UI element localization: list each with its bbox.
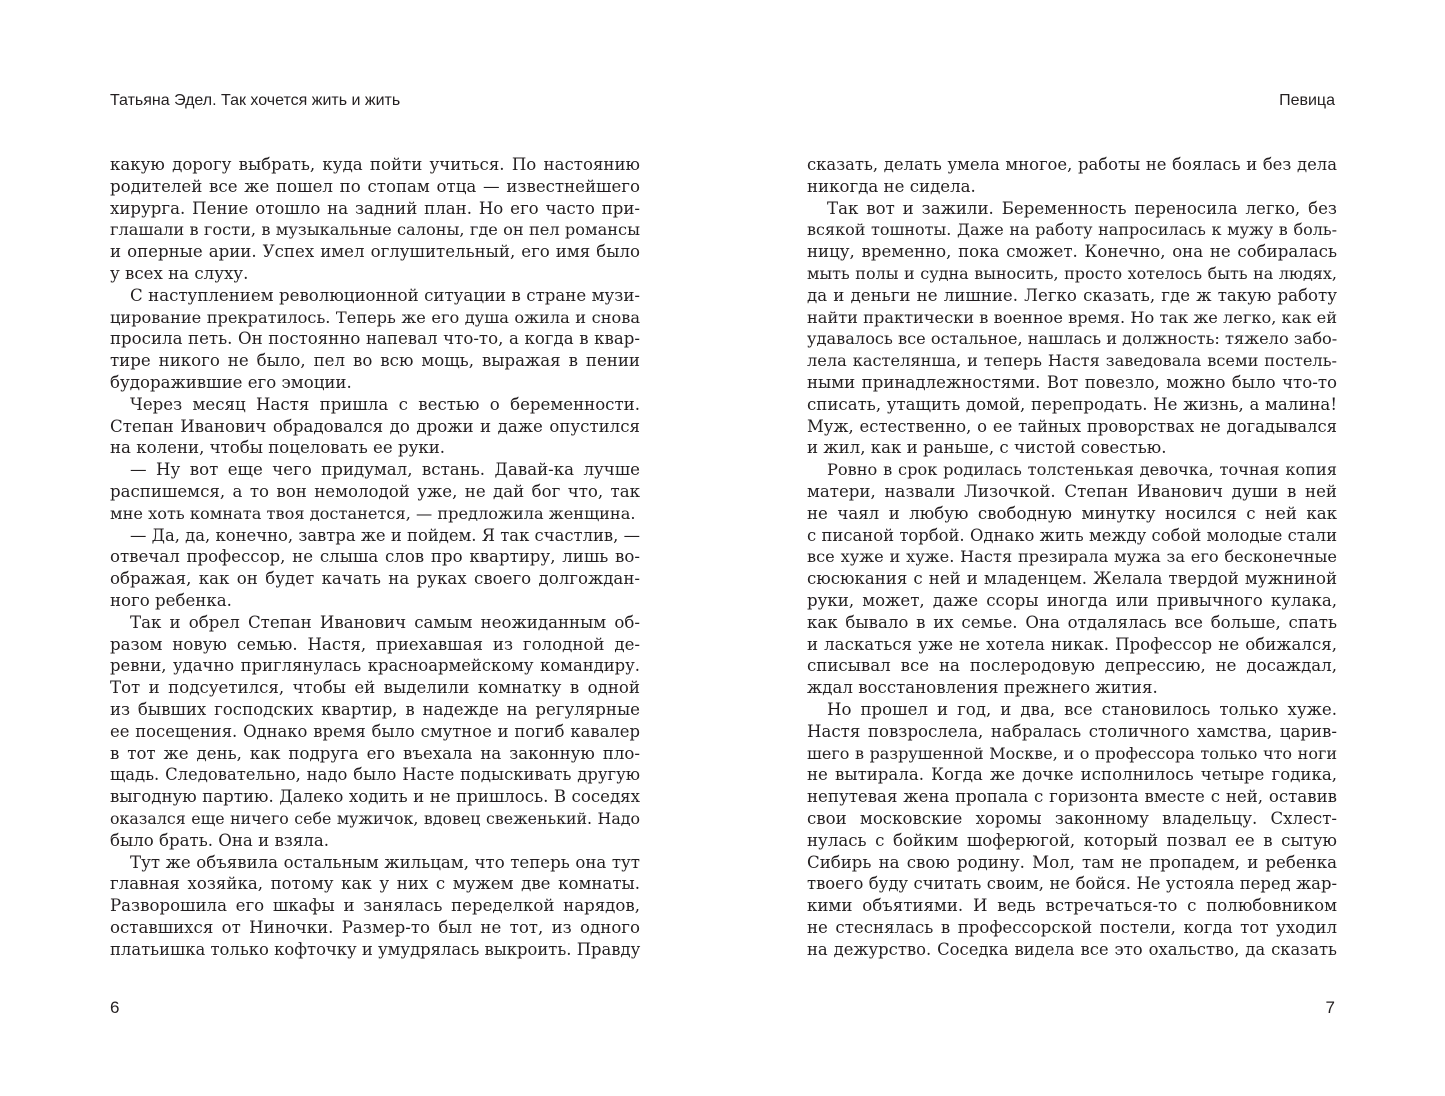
text-line: Разворошила его шкафы и занялась переделкой нарядов, <box>110 896 640 916</box>
text-line: главная хозяйка, потому как у них с мужем две комнаты. <box>110 874 640 894</box>
right-page <box>722 0 1445 1096</box>
text-line: ревни, удачно приглянулась красноармейскому командиру. <box>110 656 640 676</box>
text-line: Так вот и зажили. Беременность переносила легко, без <box>827 198 1337 218</box>
text-line: Тот и подсуетился, чтобы ей выделили комнатку в одной <box>110 678 640 698</box>
text-line: мне хоть комната твоя достанется, — предложила женщина. <box>110 503 636 523</box>
left-page-number: 6 <box>110 998 120 1017</box>
text-line: Но прошел и год, и два, все становилось только хуже. <box>827 699 1337 719</box>
text-line: у всех на слуху. <box>110 263 249 283</box>
text-line: будоражившие его эмоции. <box>110 372 352 392</box>
text-line: никогда не сидела. <box>807 176 976 196</box>
text-line: разом новую семью. Настя, приехавшая из голодной де- <box>110 634 640 654</box>
text-line: хирурга. Пение отошло на задний план. Но его часто при- <box>110 198 640 218</box>
text-line: тире никого не было, пел во всю мощь, выражая в пении <box>110 351 640 371</box>
text-line: цирование прекратилось. Теперь же его душа ожила и снова <box>110 307 640 327</box>
text-line: распишемся, а то вон немолодой уже, не дай бог что, так <box>110 481 640 501</box>
text-line: все хуже и хуже. Настя презирала мужа за его бесконечные <box>807 547 1337 567</box>
text-line: всякой тошноты. Даже на работу напросилась к мужу в боль- <box>807 220 1337 240</box>
text-line: выгодную партию. Далеко ходить и не пришлось. В соседях <box>110 787 640 807</box>
text-line: Муж, естественно, о ее тайных проворствах не догадывался <box>807 416 1337 436</box>
text-line: на дежурство. Соседка видела все это охальство, да сказать <box>807 939 1337 959</box>
text-line: оказался еще ничего себе мужичок, вдовец свеженький. Надо <box>110 808 640 828</box>
text-line: не стеснялась в профессорской постели, когда тот уходил <box>807 917 1337 937</box>
text-line: — Ну вот еще чего придумал, встань. Давай-ка лучше <box>130 460 640 480</box>
text-line: Степан Иванович обрадовался до дрожи и даже опустился <box>110 416 640 436</box>
text-line: отвечал профессор, не слыша слов про квартиру, лишь во- <box>110 547 640 567</box>
text-line: — Да, да, конечно, завтра же и пойдем. Я так счастлив, — <box>130 525 640 545</box>
text-line: оставшихся от Ниночки. Размер-то был не тот, из одного <box>110 917 640 937</box>
text-line: на колени, чтобы поцеловать ее руки. <box>110 438 446 458</box>
right-running-head: Певица <box>1279 92 1335 109</box>
text-line: Так и обрел Степан Иванович самым неожиданным об- <box>130 612 640 632</box>
text-line: и ласкаться уже не хотела никак. Профессор не обижался, <box>807 634 1337 654</box>
text-line: ждал восстановления прежнего жития. <box>807 678 1158 698</box>
text-line: ницу, временно, пока сможет. Конечно, она не собиралась <box>807 242 1337 262</box>
text-line: в тот же день, как подруга его въехала на законную пло- <box>110 743 640 763</box>
text-line: руки, может, даже ссоры иногда или привычного кулака, <box>807 590 1337 610</box>
text-line: ее посещения. Однако время было смутное и погиб кавалер <box>110 721 640 741</box>
text-line: платьишка только кофточку и умудрялась выкроить. Правду <box>110 939 641 959</box>
text-line: лела кастелянша, и теперь Настя заведовала всеми постель- <box>807 351 1337 371</box>
text-line: какую дорогу выбрать, куда пойти учиться. По настоянию <box>110 155 640 174</box>
text-line: Сибирь на свою родину. Мол, там не пропадем, и ребенка <box>807 852 1337 872</box>
text-line: как бывало в их семье. Она отдалялась все больше, спать <box>807 612 1337 632</box>
text-line: да и деньги не лишние. Легко сказать, где ж такую работу <box>807 285 1337 305</box>
text-line: Через месяц Настя пришла с вестью о беременности. <box>130 394 640 414</box>
text-line: С наступлением революционной ситуации в стране музи- <box>130 285 640 305</box>
text-line: Тут же объявила остальным жильцам, что теперь она тут <box>130 852 640 872</box>
left-running-head: Татьяна Эдел. Так хочется жить и жить <box>110 92 401 109</box>
text-line: щадь. Следовательно, надо было Насте подыскивать другую <box>110 765 640 785</box>
right-body-text <box>807 154 1337 960</box>
text-line: удавалось все остальное, нашлась и должность: тяжело забо- <box>807 329 1338 349</box>
text-line: не чаял и любую свободную минутку носился с ней как <box>807 503 1337 523</box>
left-body-text <box>110 154 640 960</box>
text-line: нулась с бойким шоферюгой, который позвал ее в сытую <box>807 830 1337 850</box>
text-line: просила петь. Он постоянно напевал что-то, а когда в квар- <box>110 329 640 349</box>
text-line: не вытирала. Когда же дочке исполнилось четыре годика, <box>807 765 1337 785</box>
text-line: списать, утащить домой, перепродать. Не жизнь, а малина! <box>807 394 1337 414</box>
text-line: было брать. Она и взяла. <box>110 830 330 850</box>
right-page-number: 7 <box>1325 998 1335 1017</box>
text-line: кими объятиями. И ведь встречаться-то с полюбовником <box>807 896 1337 916</box>
text-line: найти практически в военное время. Но так же легко, как ей <box>807 307 1337 327</box>
text-line: непутевая жена пропала с горизонта вместе с ней, оставив <box>807 787 1337 807</box>
text-line: родителей все же пошел по стопам отца — известнейшего <box>110 176 640 196</box>
text-line: и оперные арии. Успех имел оглушительный, его имя было <box>110 242 640 262</box>
text-line: Настя повзрослела, набралась столичного хамства, царив- <box>807 721 1337 741</box>
text-line: мыть полы и судна выносить, просто хотелось быть на людях, <box>807 263 1337 283</box>
text-line: свои московские хоромы законному владельцу. Схлест- <box>807 808 1337 828</box>
text-line: твоего буду считать своим, не бойся. Не устояла перед жар- <box>807 874 1337 894</box>
text-line: и жил, как и раньше, с чистой совестью. <box>807 438 1167 458</box>
text-line: ными принадлежностями. Вот повезло, можно было что-то <box>807 372 1337 392</box>
text-line: глашали в гости, в музыкальные салоны, где он пел романсы <box>110 220 640 240</box>
text-line: списывал все на послеродовую депрессию, не досаждал, <box>807 656 1337 676</box>
text-line: сказать, делать умела многое, работы не боялась и без дела <box>807 155 1337 174</box>
text-line: ображая, как он будет качать на руках своего долгождан- <box>110 569 640 589</box>
text-line: шего в разрушенной Москве, и о профессора только что ноги <box>807 743 1337 763</box>
text-line: сюсюкания с ней и младенцем. Желала твердой мужниной <box>807 569 1337 589</box>
text-line: матери, назвали Лизочкой. Степан Иванович души в ней <box>807 481 1337 501</box>
text-line: с писаной торбой. Однако жить между собой молодые стали <box>807 525 1337 545</box>
text-line: ного ребенка. <box>110 590 232 610</box>
left-page <box>0 0 722 1096</box>
text-line: из бывших господских квартир, в надежде на регулярные <box>110 699 640 719</box>
text-line: Ровно в срок родилась толстенькая девочка, точная копия <box>827 460 1337 480</box>
